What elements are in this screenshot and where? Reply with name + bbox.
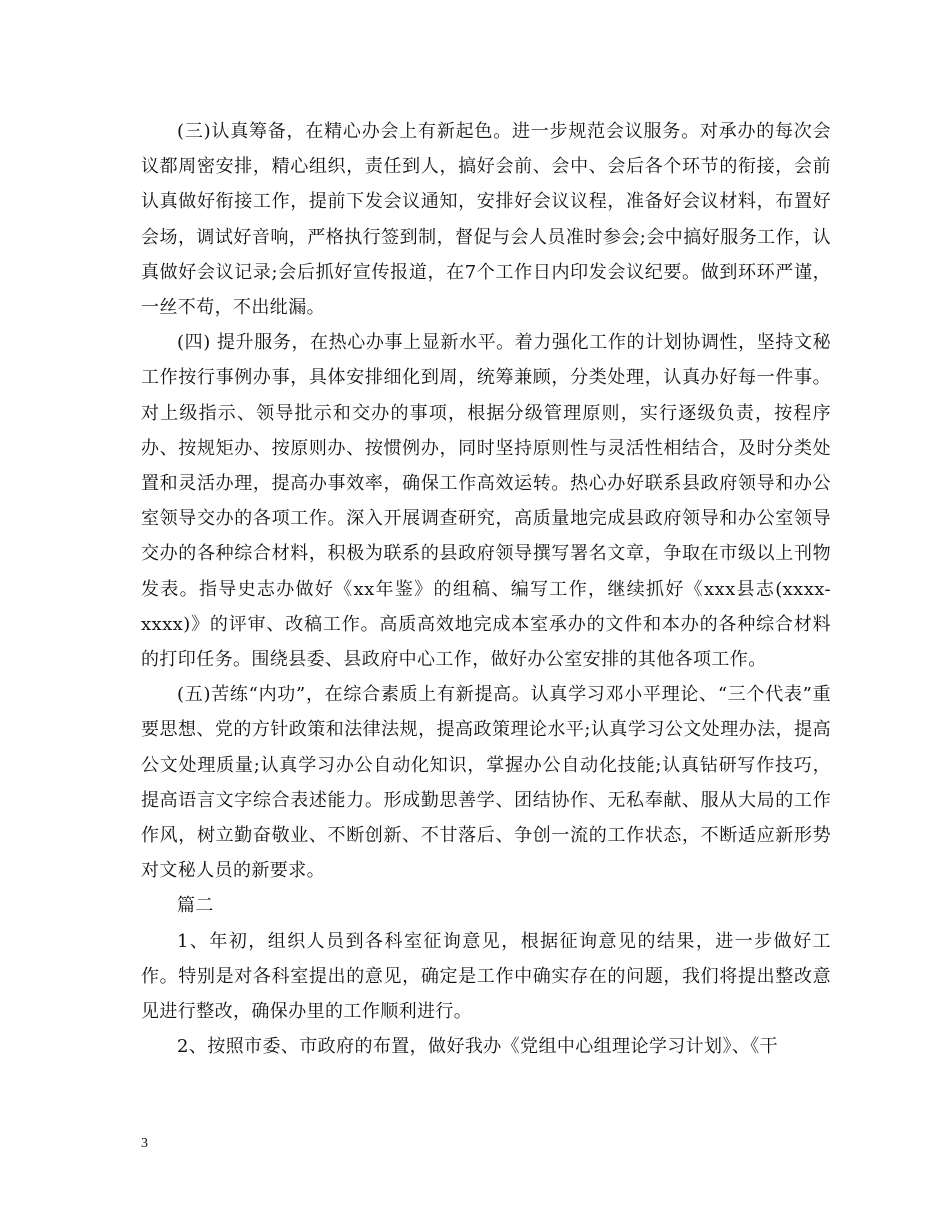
- section-heading-part-2: 篇二: [177, 895, 214, 917]
- paragraph-section-3: (三)认真筹备，在精心办会上有新起色。进一步规范会议服务。对承办的每次会议都周密安排，精心组织，责任到人，搞好会前、会中、会后各个环节的衔接，会前认真做好衔接工作，提前下发会议通知，安排好会议议程，准备好会议材料，布置好会场，调试好音响，严格执行签到制，督促与会人员准时参会;会中搞好服务工作，认真做好会议记录;会后抓好宣传报道，在7个工作日内印发会议纪要。做到环环严谨，一丝不苟，不出纰漏。: [141, 121, 831, 319]
- paragraph-section-5: (五)苦练“内功”，在综合素质上有新提高。认真学习邓小平理论、“三个代表”重要思想、党的方针政策和法律法规，提高政策理论水平;认真学习公文处理办法，提高公文处理质量;认真学习办公自动化知识，掌握办公自动化技能;认真钻研写作技巧，提高语言文字综合表述能力。形成勤思善学、团结协作、无私奉献、服从大局的工作作风，树立勤奋敬业、不断创新、不甘落后、争创一流的工作状态，不断适应新形势对文秘人员的新要求。: [141, 684, 831, 882]
- paragraph-item-1: 1、年初，组织人员到各科室征询意见，根据征询意见的结果，进一步做好工作。特别是对各科室提出的意见，确定是工作中确实存在的问题，我们将提出整改意见进行整改，确保办里的工作顺利进行。: [141, 930, 831, 1023]
- paragraph-section-4: (四) 提升服务，在热心办事上显新水平。着力强化工作的计划协调性，坚持文秘工作按行事例办事，具体安排细化到周，统筹兼顾，分类处理，认真办好每一件事。对上级指示、领导批示和交办的事项，根据分级管理原则，实行逐级负责，按程序办、按规矩办、按原则办、按惯例办，同时坚持原则性与灵活性相结合，及时分类处置和灵活办理，提高办事效率，确保工作高效运转。热心办好联系县政府领导和办公室领导交办的各项工作。深入开展调查研究，高质量地完成县政府领导和办公室领导交办的各种综合材料，积极为联系的县政府领导撰写署名文章，争取在市级以上刊物发表。指导史志办做好《xx年鉴》的组稿、编写工作，继续抓好《xxx县志(xxxx-xxxx)》的评审、改稿工作。高质高效地完成本室承办的文件和本办的各种综合材料的打印任务。围绕县委、县政府中心工作，做好办公室安排的其他各项工作。: [141, 332, 831, 671]
- document-body: [141, 114, 831, 1064]
- page-number: 3: [141, 1136, 148, 1151]
- paragraph-item-2: 2、按照市委、市政府的布置，做好我办《党组中心组理论学习计划》、《干: [177, 1036, 779, 1058]
